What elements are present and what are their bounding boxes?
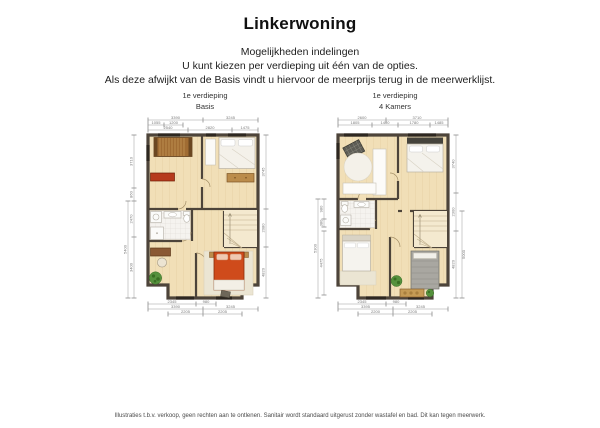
bed-bottom-right bbox=[411, 251, 439, 289]
dim-label: 3390 bbox=[171, 303, 180, 309]
washbasin bbox=[354, 202, 369, 208]
stairs bbox=[414, 211, 447, 248]
double-bed-headboard bbox=[407, 138, 443, 173]
dim-label: 1780 bbox=[409, 119, 419, 125]
dim-label: 3245 bbox=[226, 303, 235, 309]
washing-machine bbox=[341, 215, 352, 226]
plant bbox=[391, 276, 402, 287]
disclaimer-text: Illustraties t.b.v. verkoop, geen rechten aan te ontlenen. Sanitair wordt standaard uitgerust zonder wastafel en bad. Dit kan tegen meerwerk. bbox=[114, 413, 486, 419]
dimensions-right bbox=[260, 135, 266, 298]
dim-label: 3245 bbox=[226, 114, 235, 120]
dim-label: 1475 bbox=[240, 124, 250, 130]
dim-label: 4475 bbox=[318, 258, 324, 268]
dim-label: 4820 bbox=[260, 268, 266, 277]
plan-4-kamers-label-line2: 4 Kamers bbox=[378, 101, 412, 111]
dimensions-bottom bbox=[338, 299, 448, 314]
bench bbox=[400, 289, 424, 297]
toilet bbox=[342, 202, 349, 213]
dim-label: 3745 bbox=[260, 167, 266, 177]
dimensions-left bbox=[122, 135, 134, 298]
washbasin bbox=[164, 212, 181, 219]
washing-machine bbox=[151, 212, 162, 223]
seat bbox=[221, 290, 231, 297]
plant-small bbox=[426, 289, 434, 297]
dim-label: 2205 bbox=[408, 308, 417, 314]
dim-label: 1200 bbox=[169, 119, 178, 125]
dresser bbox=[227, 174, 254, 183]
intro-line-3: Als deze afwijkt van de Basis vindt u hiervoor de meerprijs terug in de meerwerklijst. bbox=[104, 74, 496, 86]
dim-label: 2300 bbox=[450, 207, 456, 217]
dim-label: 3740 bbox=[450, 159, 456, 169]
plan-basis bbox=[120, 91, 290, 328]
dimensions-left bbox=[312, 199, 324, 298]
dim-label: 380 bbox=[318, 219, 324, 227]
dim-label: 2200 bbox=[371, 308, 380, 314]
dim-label: 3400 bbox=[128, 263, 134, 272]
dim-label: 860 bbox=[128, 191, 134, 198]
double-bed-white bbox=[219, 138, 255, 169]
plan-basis-label-line1: 1e verdieping bbox=[182, 91, 228, 100]
shower bbox=[151, 227, 164, 240]
dim-label: 3245 bbox=[416, 303, 425, 309]
intro-line-1: Mogelijkheden indelingen bbox=[240, 46, 360, 58]
plan-4-kamers-label-line1: 1e verdieping bbox=[372, 91, 418, 100]
dim-label: 2205 bbox=[218, 308, 227, 314]
dimensions-right bbox=[450, 135, 465, 298]
dim-label: 3390 bbox=[171, 114, 180, 120]
dim-label: 5000 bbox=[460, 250, 466, 259]
closet bbox=[206, 139, 216, 165]
plan-basis-label-line2: Basis bbox=[195, 101, 215, 111]
dim-label: 2820 bbox=[205, 124, 215, 130]
dim-label: 5400 bbox=[122, 245, 128, 254]
plant bbox=[149, 272, 161, 284]
floorplan-basis-drawing bbox=[120, 113, 290, 328]
dim-label: 2080 bbox=[260, 223, 266, 233]
floorplan-row bbox=[0, 91, 600, 328]
stairs bbox=[224, 210, 257, 248]
dim-label: 2205 bbox=[181, 308, 190, 314]
bed-bottom-left bbox=[340, 235, 376, 285]
intro-line-2: U kunt kiezen per verdieping uit één van de opties. bbox=[182, 60, 418, 72]
dim-label: 2470 bbox=[128, 214, 134, 224]
dim-label: 2600 bbox=[357, 114, 367, 120]
dim-label: 980 bbox=[318, 205, 324, 213]
plan-basis-label bbox=[182, 91, 227, 112]
floorplan-4kamers-drawing bbox=[310, 113, 480, 328]
dim-label: 1400 bbox=[380, 119, 390, 125]
dim-label: 1805 bbox=[350, 119, 360, 125]
dim-label: 980 bbox=[392, 298, 400, 304]
dim-label: 1055 bbox=[151, 119, 161, 125]
dim-label: 3395 bbox=[361, 303, 370, 309]
page-title: Linkerwoning bbox=[243, 14, 357, 33]
intro-text bbox=[0, 45, 600, 87]
dim-label: 1485 bbox=[434, 119, 444, 125]
dim-label: 2345 bbox=[167, 298, 177, 304]
dim-label: 980 bbox=[202, 298, 210, 304]
desk-chair bbox=[157, 258, 166, 267]
dim-label: 3710 bbox=[412, 114, 422, 120]
toilet bbox=[184, 212, 191, 223]
dimensions-top bbox=[338, 115, 448, 125]
dim-label: 2540 bbox=[163, 124, 173, 130]
dim-label: 3710 bbox=[128, 157, 134, 166]
dim-label: 5300 bbox=[312, 244, 318, 253]
dim-label: 2345 bbox=[357, 298, 367, 304]
desk bbox=[151, 248, 171, 256]
plan-4-kamers-label bbox=[372, 91, 417, 112]
red-sideboard bbox=[151, 173, 175, 181]
round-rug bbox=[344, 153, 372, 181]
plan-4-kamers bbox=[310, 91, 480, 328]
dimensions-bottom bbox=[148, 299, 258, 314]
bathroom bbox=[150, 211, 191, 240]
double-bed-orange bbox=[210, 252, 249, 290]
wardrobe bbox=[154, 138, 192, 157]
dim-label: 4820 bbox=[450, 260, 456, 269]
bathroom bbox=[340, 201, 375, 228]
dimensions-top bbox=[148, 115, 258, 130]
